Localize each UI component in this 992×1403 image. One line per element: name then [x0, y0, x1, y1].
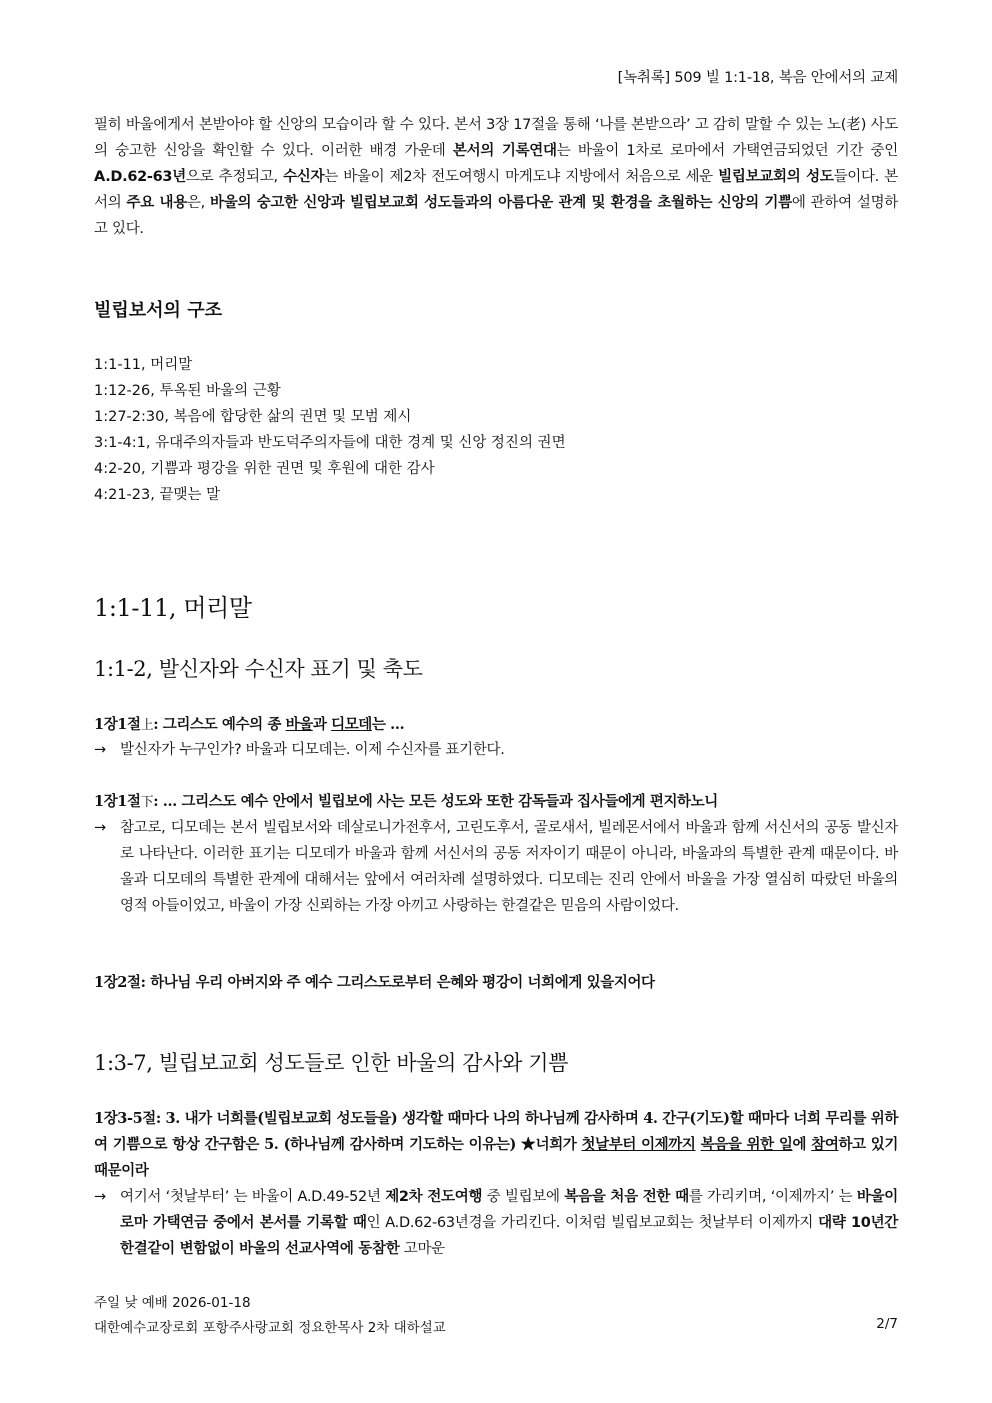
note-emphasis: 복음을 처음 전한 때: [564, 1189, 689, 1205]
intro-emphasis: 수신자: [283, 169, 325, 185]
arrow-icon: →: [94, 1189, 106, 1205]
intro-text: 필히 바울에게서 본받아야 할 신앙의 모습이라 할 수 있다. 본서 3장 17절을 통해 ‘나를 본받으라’ 고 감히 말할 수 있는 노(老) 사도의 숭고한 신앙을 확인할 수 있다. 이러한 배경 가운데: [94, 117, 898, 159]
note-1-1b: [94, 815, 898, 919]
note-emphasis: 바울이 로마 가택연금 중에서 본서를 기록할 때: [120, 1189, 899, 1231]
verse-1-1a: [94, 712, 898, 739]
verse-text: : … 그리스도 예수 안에서 빌립보에 사는 모든 성도와 또한 감독들과 집사들에게 편지하노니: [153, 793, 718, 810]
arrow-icon: →: [94, 820, 106, 836]
arrow-icon: →: [94, 742, 106, 758]
verse-1-3-5: [94, 1106, 898, 1184]
note-text: 발신자가 누구인가? 바울과 디모데는. 이제 수신자를 표기한다.: [120, 742, 505, 758]
intro-emphasis: A.D.62-63년: [94, 169, 186, 185]
verse-text: 하고 있기 때문이라: [94, 1136, 898, 1179]
intro-paragraph: [94, 112, 898, 242]
intro-emphasis: 바울의 숭고한 신앙과 빌립보교회 성도들과의 아름다운 관계 및 환경을 초월하는 신앙의 기쁨: [210, 195, 792, 211]
intro-text: 은,: [186, 195, 211, 211]
verse-text: 과: [312, 716, 332, 733]
footer-church: 대한예수교장로회 포항주사랑교회 정요한목사 2차 대하설교: [94, 1320, 446, 1336]
subsection-title: 1:3-7, 빌립보교회 성도들로 인한 바울의 감사와 기쁨: [94, 1051, 569, 1075]
verse-mark: 下: [140, 795, 154, 810]
verse-text: 1장3-5절: 3. 내가 너희를(빌립보교회 성도들을) 생각할 때마다 나의 하나님께 감사하며 4. 간구(기도)할 때마다 너희 무리를 위하여 기쁨으로 항상 간구함은 5. (하나님께 감사하며 기도하는 이유는) ★너희가: [94, 1110, 898, 1153]
intro-text: 으로 추정되고,: [185, 169, 284, 185]
note-emphasis: 대략 10년간 한결같이 변함없이 바울의 선교사역에 동참한: [120, 1215, 898, 1257]
verse-ref: 1장1절: [94, 716, 141, 733]
structure-item: 3:1-4:1, 유대주의자들과 반도덕주의자들에 대한 경계 및 신앙 정진의 권면: [94, 435, 566, 451]
structure-item: 4:2-20, 기쁨과 평강을 위한 권면 및 후원에 대한 감사: [94, 461, 435, 477]
note-segment: 인 A.D.62-63년경을 가리킨다. 이처럼 빌립보교회는 첫날부터 이제까지: [366, 1215, 819, 1231]
verse-underline: 디모데: [331, 716, 372, 733]
note-text: 참고로, 디모데는 본서 빌립보서와 데살로니가전후서, 고린도후서, 골로새서, 빌레몬서에서 바울과 함께 서신서의 공동 발신자로 나타난다. 이러한 표기는 디모데가 바울과 함께 서신서의 공동 저자이기 때문이 아니라, 바울과의 특별한 관계 때문이다. 바울과 디모데의 특별한 관계에 대해서는 앞에서 여러차례 설명하였다. 디모데는 진리 안에서 바울을 가장 열심히 따랐던 바울의 영적 아들이었고, 바울이 가장 신뢰하는 가장 아끼고 사랑하는 한결같은 믿음의 사람이었다.: [120, 820, 898, 914]
verse-underline: 바울: [285, 716, 313, 733]
footer-date: 주일 낮 예배 2026-01-18: [94, 1295, 251, 1311]
verse-1-2: 1장2절: 하나님 우리 아버지와 주 예수 그리스도로부터 은혜와 평강이 너희에게 있을지어다: [94, 974, 655, 991]
note-segment: 를 가리키며, ‘이제까지’ 는: [688, 1189, 857, 1205]
note-segment: 고마운: [399, 1241, 445, 1257]
verse-1-1b: [94, 789, 898, 816]
intro-text: 에 관하여 설명하고 있다.: [94, 195, 899, 237]
note-text: [94, 1184, 898, 1262]
note-1-1a: [94, 737, 898, 763]
verse-text: : 그리스도 예수의 종: [153, 716, 286, 733]
structure-item: 1:1-11, 머리말: [94, 357, 193, 373]
subsection-title: 1:1-2, 발신자와 수신자 표기 및 축도: [94, 657, 423, 681]
verse-underline: 첫날부터 이제까지: [581, 1136, 696, 1153]
intro-emphasis: 본서의 기록연대: [452, 143, 557, 159]
verse-underline: 참여: [811, 1136, 839, 1153]
intro-text: 는 바울이 제2차 전도여행시 마게도냐 지방에서 처음으로 세운: [324, 169, 719, 185]
verse-text: 는 …: [371, 716, 405, 733]
intro-text: 들이다. 본서의: [94, 169, 898, 211]
document-page: [94, 0, 898, 1403]
note-segment: 중 빌립보에: [482, 1189, 565, 1205]
note-1-3-5: [94, 1184, 898, 1262]
structure-item: 1:27-2:30, 복음에 합당한 삶의 권면 및 모범 제시: [94, 409, 412, 425]
structure-list: [94, 352, 566, 508]
verse-text: 에: [792, 1136, 812, 1153]
structure-item: 4:21-23, 끝맺는 말: [94, 487, 221, 503]
intro-text: 는 바울이 1차로 로마에서 가택연금되었던 기간 중인: [556, 143, 898, 159]
note-segment: 여기서 ‘첫날부터’ 는 바울이 A.D.49-52년: [120, 1189, 386, 1205]
note-emphasis: 제2차 전도여행: [385, 1189, 483, 1205]
section-title: 1:1-11, 머리말: [94, 594, 252, 622]
verse-mark: 上: [140, 718, 154, 733]
structure-item: 1:12-26, 투옥된 바울의 근황: [94, 383, 281, 399]
intro-emphasis: 주요 내용: [126, 195, 187, 211]
structure-heading: 빌립보서의 구조: [94, 300, 222, 321]
verse-ref: 1장1절: [94, 793, 141, 810]
page-number: 2/7: [876, 1316, 898, 1332]
intro-emphasis: 빌립보교회의 성도: [718, 169, 834, 185]
page-header: [녹취록] 509 빌 1:1-18, 복음 안에서의 교제: [617, 70, 898, 86]
verse-underline: 복음을 위한 일: [700, 1136, 793, 1153]
